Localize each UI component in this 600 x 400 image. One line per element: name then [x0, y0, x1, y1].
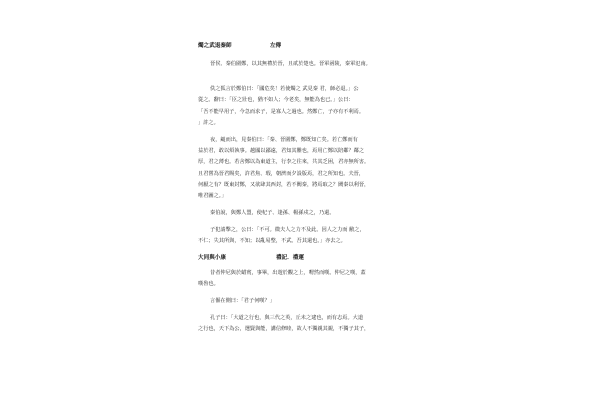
text-line: 佚之狐言於鄭伯曰：「國危矣！若使燭之 武見秦 君，師必退。」公: [210, 86, 359, 93]
paragraph: [198, 225, 408, 247]
text-line: 言偃在側曰：「君子何嘆？」: [210, 298, 275, 304]
text-line: 從之。辭曰：「臣之壯也，猶不如人；今老矣，無能為也已。」公曰：: [198, 97, 354, 104]
text-line: 晉侯、秦伯圍鄭，以其無禮於晉，且貳於楚也。晉軍函陵，秦軍氾南。: [210, 61, 371, 67]
text-line: 益於君，敢以煩執事。越國以鄙遠，君知其難也，焉用亡鄭以陪鄰？鄰之: [198, 148, 365, 155]
text-line: 何厭之有？既東封鄭，又欲肆其西封，若不闕秦，將焉取之？闕秦以利晉，: [198, 181, 370, 188]
paragraph: [198, 296, 408, 307]
text-line: 厚，君之薄也。若舍鄭以為東道主，行李之往來，共其乏困，君亦無所害。: [198, 159, 370, 166]
text-line: 且君嘗為晉君賜矣，許君焦、瑕，朝濟而夕設版焉，君之所知也。夫晉，: [198, 170, 365, 177]
text-line: 不仁；失其所與，不知；以亂易整，不武。吾其還也。」亦去之。: [198, 238, 346, 245]
section-source: 禮記．禮運: [275, 254, 304, 261]
text-line: 」許之。: [198, 119, 219, 126]
paragraph: [198, 313, 408, 335]
text-line: 孔子曰：「大道之行也，與三代之英，丘未之逮也，而有志焉。大道: [210, 315, 364, 322]
text-line: 唯君圖之。」: [198, 192, 227, 199]
section-title: 燭之武退秦師: [198, 43, 232, 49]
text-line: 昔者仲尼與於蜡賓，事畢，出遊於觀之上，喟然而嘆。仲尼之嘆，蓋: [210, 269, 366, 276]
text-line: 子犯請擊之，公曰：「不可。微夫人之力不及此。因人之力而 敝之，: [210, 227, 365, 234]
text-line: 「吾不能早用子，今急而求子，是寡人之過也。然鄭亡，子亦有不利焉。: [198, 108, 365, 115]
paragraph: [198, 208, 408, 219]
paragraph: [198, 135, 408, 202]
text-line: 秦伯說，與鄭人盟，使杞子、逢孫、楊孫戍之，乃還。: [210, 210, 335, 217]
section-source: 左傳: [269, 43, 282, 49]
paragraph: [198, 84, 408, 129]
paragraph: [198, 59, 408, 70]
paragraph: [198, 268, 408, 290]
document-body: [198, 42, 408, 336]
section-heading-2: [198, 254, 408, 262]
text-line: 嘆魯也。: [198, 280, 219, 287]
section-heading-1: [198, 42, 408, 50]
text-line: 之行也，天下為公，選賢與能，講信修睦，故人不獨親其親，不獨子其子，: [198, 326, 370, 333]
section-title: 大同與小康: [198, 254, 226, 261]
text-line: 夜，縋而出，見秦伯曰：「秦、晉圍鄭，鄭既知亡矣。若亡鄭而有: [210, 136, 358, 143]
